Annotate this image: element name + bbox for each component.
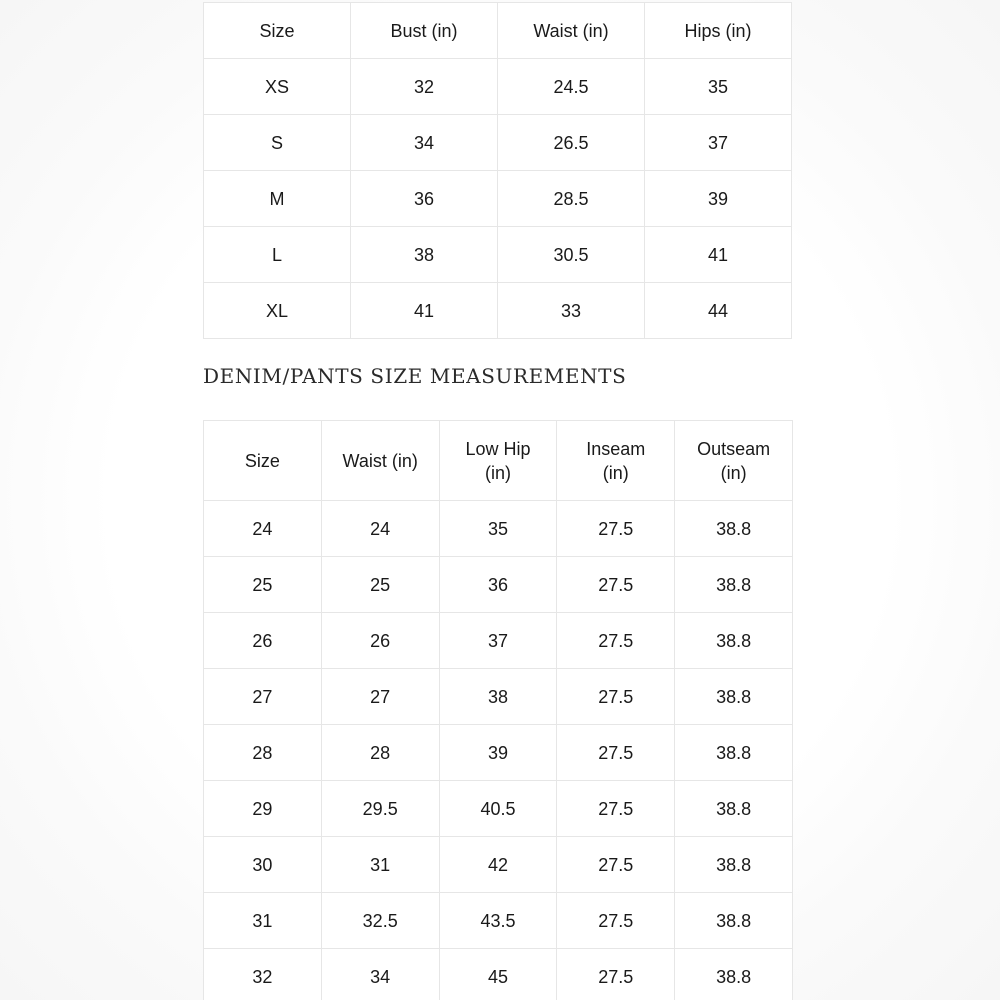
denim-table-cell: 42 [439,837,557,893]
denim-table-row [204,669,793,725]
denim-table-header-cell: Low Hip (in) [439,421,557,501]
denim-table-cell: 38.8 [675,837,793,893]
denim-table-header-cell: Size [204,421,322,501]
tops-table-cell: 28.5 [498,171,645,227]
tops-table-cell: S [204,115,351,171]
denim-table-row [204,837,793,893]
denim-table-cell: 40.5 [439,781,557,837]
tops-table-cell: XL [204,283,351,339]
denim-table-cell: 27.5 [557,781,675,837]
denim-table-cell: 31 [321,837,439,893]
tops-table-cell: 39 [645,171,792,227]
denim-table-cell: 27.5 [557,837,675,893]
denim-table-row [204,557,793,613]
denim-table-row [204,893,793,949]
tops-table-cell: 26.5 [498,115,645,171]
denim-table-cell: 38 [439,669,557,725]
denim-table-cell: 27.5 [557,669,675,725]
tops-table-cell: 24.5 [498,59,645,115]
denim-table-cell: 28 [204,725,322,781]
tops-table-row [204,115,792,171]
tops-table-cell: M [204,171,351,227]
tops-table-cell: 36 [351,171,498,227]
denim-table-cell: 24 [321,501,439,557]
tops-table-cell: L [204,227,351,283]
denim-table-cell: 36 [439,557,557,613]
tops-table-row [204,59,792,115]
tops-size-table [203,2,792,339]
tops-table-row [204,227,792,283]
denim-table-cell: 27.5 [557,949,675,1000]
denim-table-cell: 38.8 [675,613,793,669]
denim-table-cell: 38.8 [675,557,793,613]
tops-table-header-cell: Waist (in) [498,3,645,59]
denim-table-header-row [204,421,793,501]
tops-table-row [204,171,792,227]
denim-table-cell: 27.5 [557,893,675,949]
denim-table-cell: 38.8 [675,781,793,837]
tops-table-cell: 34 [351,115,498,171]
tops-table-cell: 41 [351,283,498,339]
tops-table-cell: 30.5 [498,227,645,283]
denim-table-cell: 38.8 [675,501,793,557]
denim-table-row [204,501,793,557]
tops-table-cell: XS [204,59,351,115]
denim-section-title: DENIM/PANTS SIZE MEASUREMENTS [203,364,627,388]
denim-table-cell: 32.5 [321,893,439,949]
denim-table-cell: 25 [321,557,439,613]
denim-table-cell: 26 [321,613,439,669]
tops-table-cell: 35 [645,59,792,115]
denim-table-cell: 26 [204,613,322,669]
denim-table-cell: 30 [204,837,322,893]
tops-table-cell: 38 [351,227,498,283]
denim-table-header-cell: Outseam (in) [675,421,793,501]
denim-table-cell: 27.5 [557,725,675,781]
denim-table-cell: 38.8 [675,893,793,949]
denim-table-cell: 38.8 [675,725,793,781]
denim-table-row [204,781,793,837]
denim-table-cell: 29.5 [321,781,439,837]
denim-table-cell: 27 [321,669,439,725]
denim-table-cell: 27.5 [557,501,675,557]
denim-table-cell: 37 [439,613,557,669]
denim-table-cell: 35 [439,501,557,557]
denim-table-row [204,949,793,1000]
denim-table-header-cell: Waist (in) [321,421,439,501]
tops-table-header-cell: Size [204,3,351,59]
denim-size-table [203,420,793,1000]
tops-table-row [204,283,792,339]
denim-table-cell: 29 [204,781,322,837]
denim-table-cell: 28 [321,725,439,781]
tops-table-cell: 33 [498,283,645,339]
tops-table-header-row [204,3,792,59]
denim-table-cell: 31 [204,893,322,949]
denim-table-cell: 27.5 [557,557,675,613]
denim-table-cell: 25 [204,557,322,613]
tops-table-header-cell: Hips (in) [645,3,792,59]
denim-table-cell: 38.8 [675,949,793,1000]
denim-table-header-cell: Inseam (in) [557,421,675,501]
denim-table-cell: 45 [439,949,557,1000]
denim-table-cell: 38.8 [675,669,793,725]
tops-table-cell: 37 [645,115,792,171]
tops-table-cell: 32 [351,59,498,115]
denim-table-cell: 34 [321,949,439,1000]
denim-table-row [204,613,793,669]
denim-table-cell: 24 [204,501,322,557]
tops-table-cell: 41 [645,227,792,283]
denim-table-cell: 27 [204,669,322,725]
tops-table-header-cell: Bust (in) [351,3,498,59]
denim-table-cell: 39 [439,725,557,781]
tops-table-cell: 44 [645,283,792,339]
denim-table-cell: 43.5 [439,893,557,949]
denim-table-cell: 27.5 [557,613,675,669]
denim-table-row [204,725,793,781]
denim-table-cell: 32 [204,949,322,1000]
